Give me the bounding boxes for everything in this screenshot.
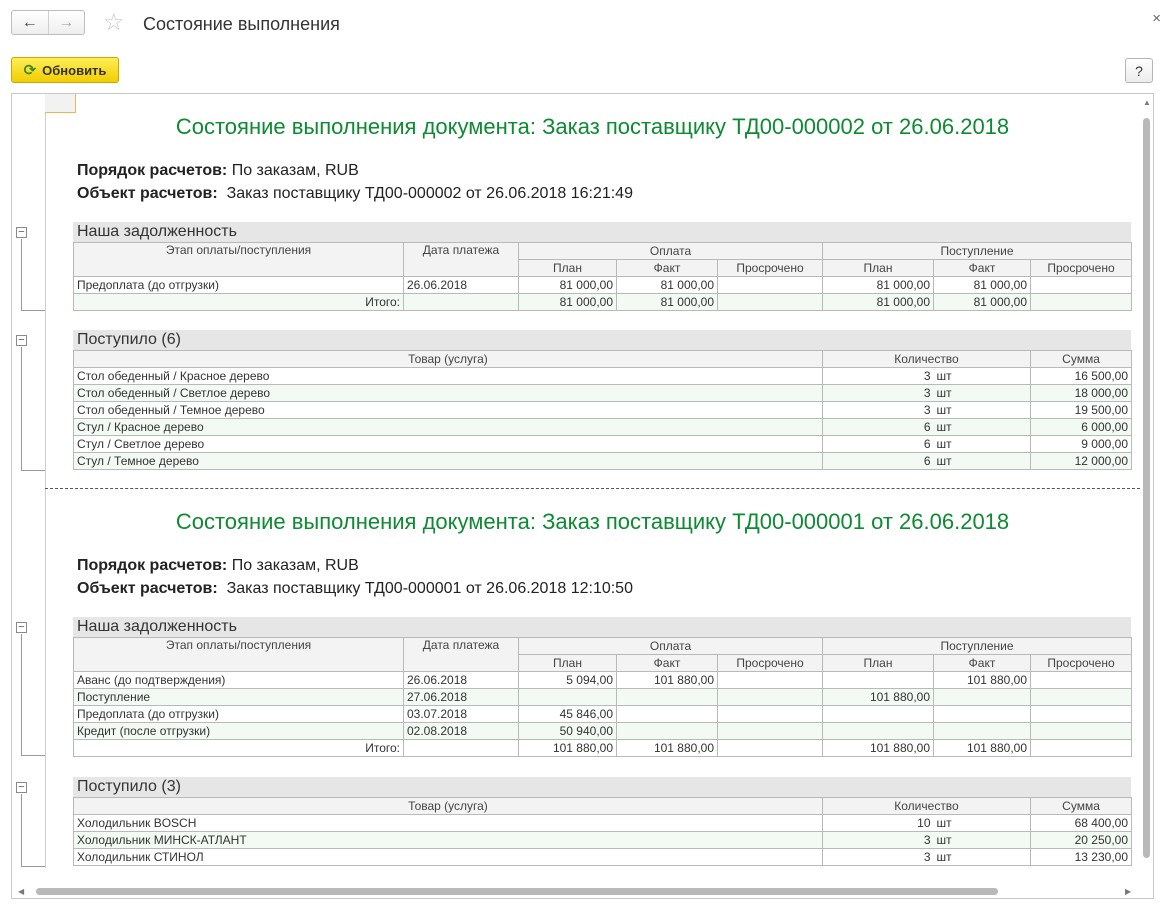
cell-qty: 6 — [823, 419, 934, 436]
report-corner-cell — [45, 94, 76, 113]
received-section-title: Поступило (3) — [73, 777, 1131, 797]
cell-goods: Стол обеденный / Красное дерево — [74, 368, 823, 385]
cell-date: 03.07.2018 — [404, 706, 519, 723]
debt-section-title: Наша задолженность — [73, 222, 1131, 242]
group-bracket — [21, 239, 45, 311]
cell-rec-fact: 101 880,00 — [934, 672, 1031, 689]
cell-pay-plan: 50 940,00 — [519, 723, 617, 740]
table-row[interactable] — [74, 453, 1132, 470]
cell-rec-fact — [934, 723, 1031, 740]
report-title-1: Состояние выполнения документа: Заказ поставщику ТД00-000002 от 26.06.2018 — [175, 114, 1010, 139]
back-arrow-icon[interactable]: ← — [12, 11, 49, 34]
cell-stage: Кредит (после отгрузки) — [74, 723, 404, 740]
object-label: Объект расчетов: — [77, 580, 218, 597]
col-overdue: Просрочено — [718, 260, 823, 277]
cell-qty: 6 — [823, 436, 934, 453]
cell-goods: Стул / Темное дерево — [74, 453, 823, 470]
cell-rec-plan — [823, 672, 934, 689]
total-rec-overdue — [1031, 740, 1132, 757]
total-rec-overdue — [1031, 294, 1132, 311]
col-sum: Сумма — [1031, 798, 1132, 815]
col-date: Дата платежа — [404, 243, 519, 277]
received-section-2 — [73, 777, 1131, 866]
cell-unit: шт — [934, 453, 1031, 470]
order-value: По заказам, RUB — [231, 162, 359, 179]
cell-goods: Стул / Светлое дерево — [74, 436, 823, 453]
col-fact: Факт — [934, 260, 1031, 277]
refresh-button[interactable] — [11, 57, 119, 83]
cell-sum: 20 250,00 — [1031, 832, 1132, 849]
cell-unit: шт — [934, 849, 1031, 866]
cell-date: 26.06.2018 — [404, 277, 519, 294]
scroll-up-icon[interactable]: ▲ — [1143, 98, 1151, 107]
cell-unit: шт — [934, 385, 1031, 402]
cell-goods: Холодильник МИНСК-АТЛАНТ — [74, 832, 823, 849]
cell-sum: 18 000,00 — [1031, 385, 1132, 402]
col-plan: План — [823, 655, 934, 672]
table-row[interactable] — [74, 689, 1132, 706]
cell-sum: 6 000,00 — [1031, 419, 1132, 436]
object-value: Заказ поставщику ТД00-000002 от 26.06.2018 16:21:49 — [226, 185, 633, 202]
cell-date: 27.06.2018 — [404, 689, 519, 706]
table-row[interactable] — [74, 672, 1132, 689]
cell-goods: Холодильник BOSCH — [74, 815, 823, 832]
col-fact: Факт — [934, 655, 1031, 672]
cell-unit: шт — [934, 368, 1031, 385]
cell-stage: Предоплата (до отгрузки) — [74, 706, 404, 723]
cell-unit: шт — [934, 419, 1031, 436]
table-row[interactable] — [74, 368, 1132, 385]
table-row[interactable] — [74, 277, 1132, 294]
table-row[interactable] — [74, 436, 1132, 453]
total-pay-overdue — [718, 740, 823, 757]
table-row[interactable] — [74, 706, 1132, 723]
cell-rec-plan: 101 880,00 — [823, 689, 934, 706]
col-stage: Этап оплаты/поступления — [74, 638, 404, 672]
cell-pay-overdue — [718, 723, 823, 740]
total-rec-plan: 81 000,00 — [823, 294, 934, 311]
table-row[interactable] — [74, 815, 1132, 832]
cell-stage: Аванс (до подтверждения) — [74, 672, 404, 689]
debt-table-1 — [73, 242, 1132, 311]
cell-stage: Поступление — [74, 689, 404, 706]
refresh-icon: ⟳ — [23, 62, 37, 79]
cell-pay-plan: 5 094,00 — [519, 672, 617, 689]
cell-pay-fact: 81 000,00 — [617, 277, 718, 294]
window-title: Состояние выполнения — [143, 14, 340, 34]
cell-pay-fact — [617, 723, 718, 740]
cell-unit: шт — [934, 832, 1031, 849]
window-titlebar — [0, 0, 1171, 48]
col-payment: Оплата — [519, 638, 823, 655]
col-stage: Этап оплаты/поступления — [74, 243, 404, 277]
cell-qty: 3 — [823, 849, 934, 866]
cell-rec-plan — [823, 706, 934, 723]
navigation-group — [11, 10, 85, 35]
cell-rec-overdue — [1031, 672, 1132, 689]
total-row — [74, 740, 1132, 757]
report-title-2: Состояние выполнения документа: Заказ поставщику ТД00-000001 от 26.06.2018 — [175, 509, 1010, 534]
refresh-label: Обновить — [42, 62, 107, 78]
debt-section-title: Наша задолженность — [73, 617, 1131, 637]
cell-date: 02.08.2018 — [404, 723, 519, 740]
cell-pay-plan — [519, 689, 617, 706]
settlement-order-1 — [77, 162, 359, 180]
col-goods: Товар (услуга) — [74, 798, 823, 815]
cell-rec-fact — [934, 706, 1031, 723]
cell-sum: 16 500,00 — [1031, 368, 1132, 385]
col-receipt: Поступление — [823, 638, 1132, 655]
received-section-title: Поступило (6) — [73, 330, 1131, 350]
cell-empty — [404, 294, 519, 311]
order-label: Порядок расчетов: — [77, 162, 228, 179]
col-fact: Факт — [617, 260, 718, 277]
cell-unit: шт — [934, 436, 1031, 453]
goods-table-2 — [73, 797, 1132, 866]
cell-rec-plan: 81 000,00 — [823, 277, 934, 294]
col-overdue: Просрочено — [718, 655, 823, 672]
col-plan: План — [823, 260, 934, 277]
col-receipt: Поступление — [823, 243, 1132, 260]
col-overdue: Просрочено — [1031, 260, 1132, 277]
table-row[interactable] — [74, 849, 1132, 866]
debt-section-2 — [73, 617, 1131, 757]
cell-pay-overdue — [718, 689, 823, 706]
table-row[interactable] — [74, 385, 1132, 402]
cell-qty: 3 — [823, 385, 934, 402]
total-pay-overdue — [718, 294, 823, 311]
group-bracket — [21, 794, 45, 867]
total-label: Итого: — [74, 740, 404, 757]
favorite-star-icon[interactable]: ☆ — [103, 9, 125, 36]
collapse-icon[interactable]: − — [16, 782, 27, 793]
cell-sum: 9 000,00 — [1031, 436, 1132, 453]
cell-goods: Стол обеденный / Темное дерево — [74, 402, 823, 419]
cell-pay-overdue — [718, 277, 823, 294]
group-bracket — [21, 634, 45, 756]
collapse-icon[interactable]: − — [16, 622, 27, 633]
col-overdue: Просрочено — [1031, 655, 1132, 672]
cell-rec-plan — [823, 723, 934, 740]
object-label: Объект расчетов: — [77, 185, 218, 202]
cell-rec-overdue — [1031, 706, 1132, 723]
cell-qty: 10 — [823, 815, 934, 832]
cell-date: 26.06.2018 — [404, 672, 519, 689]
total-row — [74, 294, 1132, 311]
cell-sum: 13 230,00 — [1031, 849, 1132, 866]
table-row[interactable] — [74, 402, 1132, 419]
scroll-left-icon[interactable]: ◀ — [18, 887, 25, 896]
cell-qty: 3 — [823, 402, 934, 419]
cell-unit: шт — [934, 402, 1031, 419]
cell-sum: 19 500,00 — [1031, 402, 1132, 419]
col-fact: Факт — [617, 655, 718, 672]
report-area[interactable] — [11, 93, 1154, 899]
cell-rec-overdue — [1031, 277, 1132, 294]
col-plan: План — [519, 260, 617, 277]
forward-arrow-icon[interactable]: → — [58, 13, 75, 31]
total-rec-fact: 81 000,00 — [934, 294, 1031, 311]
total-label: Итого: — [74, 294, 404, 311]
cell-rec-fact: 81 000,00 — [934, 277, 1031, 294]
collapse-icon[interactable]: − — [16, 335, 27, 346]
table-row[interactable] — [74, 832, 1132, 849]
order-value: По заказам, RUB — [231, 557, 359, 574]
cell-pay-fact — [617, 689, 718, 706]
total-pay-plan: 81 000,00 — [519, 294, 617, 311]
total-pay-fact: 81 000,00 — [617, 294, 718, 311]
col-qty: Количество — [823, 798, 1031, 815]
table-row[interactable] — [74, 723, 1132, 740]
col-goods: Товар (услуга) — [74, 351, 823, 368]
object-value: Заказ поставщику ТД00-000001 от 26.06.2018 12:10:50 — [226, 580, 633, 597]
scroll-right-icon[interactable]: ▶ — [1125, 887, 1132, 896]
cell-qty: 3 — [823, 368, 934, 385]
debt-section-1 — [73, 222, 1131, 311]
total-rec-plan: 101 880,00 — [823, 740, 934, 757]
cell-rec-overdue — [1031, 723, 1132, 740]
cell-goods: Стол обеденный / Светлое дерево — [74, 385, 823, 402]
horizontal-scroll-thumb[interactable] — [36, 888, 998, 895]
settlement-object-2 — [77, 580, 633, 598]
total-rec-fact: 101 880,00 — [934, 740, 1031, 757]
table-row[interactable] — [74, 419, 1132, 436]
total-pay-plan: 101 880,00 — [519, 740, 617, 757]
cell-stage: Предоплата (до отгрузки) — [74, 277, 404, 294]
group-bracket — [21, 347, 45, 471]
cell-pay-overdue — [718, 672, 823, 689]
total-pay-fact: 101 880,00 — [617, 740, 718, 757]
cell-pay-fact: 101 880,00 — [617, 672, 718, 689]
order-label: Порядок расчетов: — [77, 557, 228, 574]
cell-rec-overdue — [1031, 689, 1132, 706]
gutter-line — [45, 113, 46, 868]
col-sum: Сумма — [1031, 351, 1132, 368]
col-qty: Количество — [823, 351, 1031, 368]
cell-goods: Стул / Красное дерево — [74, 419, 823, 436]
report-separator — [45, 488, 1140, 489]
received-section-1 — [73, 330, 1131, 470]
horizontal-scrollbar[interactable] — [12, 885, 1142, 898]
help-button[interactable]: ? — [1125, 58, 1153, 83]
cell-qty: 6 — [823, 453, 934, 470]
cell-empty — [404, 740, 519, 757]
close-icon[interactable]: × — [1152, 10, 1161, 27]
cell-sum: 12 000,00 — [1031, 453, 1132, 470]
settlement-object-1 — [77, 185, 633, 203]
cell-unit: шт — [934, 815, 1031, 832]
vertical-scrollbar[interactable] — [1140, 94, 1153, 886]
cell-goods: Холодильник СТИНОЛ — [74, 849, 823, 866]
col-date: Дата платежа — [404, 638, 519, 672]
vertical-scroll-thumb[interactable] — [1143, 118, 1150, 858]
cell-pay-fact — [617, 706, 718, 723]
debt-table-2 — [73, 637, 1132, 757]
cell-qty: 3 — [823, 832, 934, 849]
cell-rec-fact — [934, 689, 1031, 706]
cell-pay-overdue — [718, 706, 823, 723]
settlement-order-2 — [77, 557, 359, 575]
cell-sum: 68 400,00 — [1031, 815, 1132, 832]
goods-table-1 — [73, 350, 1132, 470]
col-plan: План — [519, 655, 617, 672]
collapse-icon[interactable]: − — [16, 227, 27, 238]
cell-pay-plan: 45 846,00 — [519, 706, 617, 723]
col-payment: Оплата — [519, 243, 823, 260]
cell-pay-plan: 81 000,00 — [519, 277, 617, 294]
